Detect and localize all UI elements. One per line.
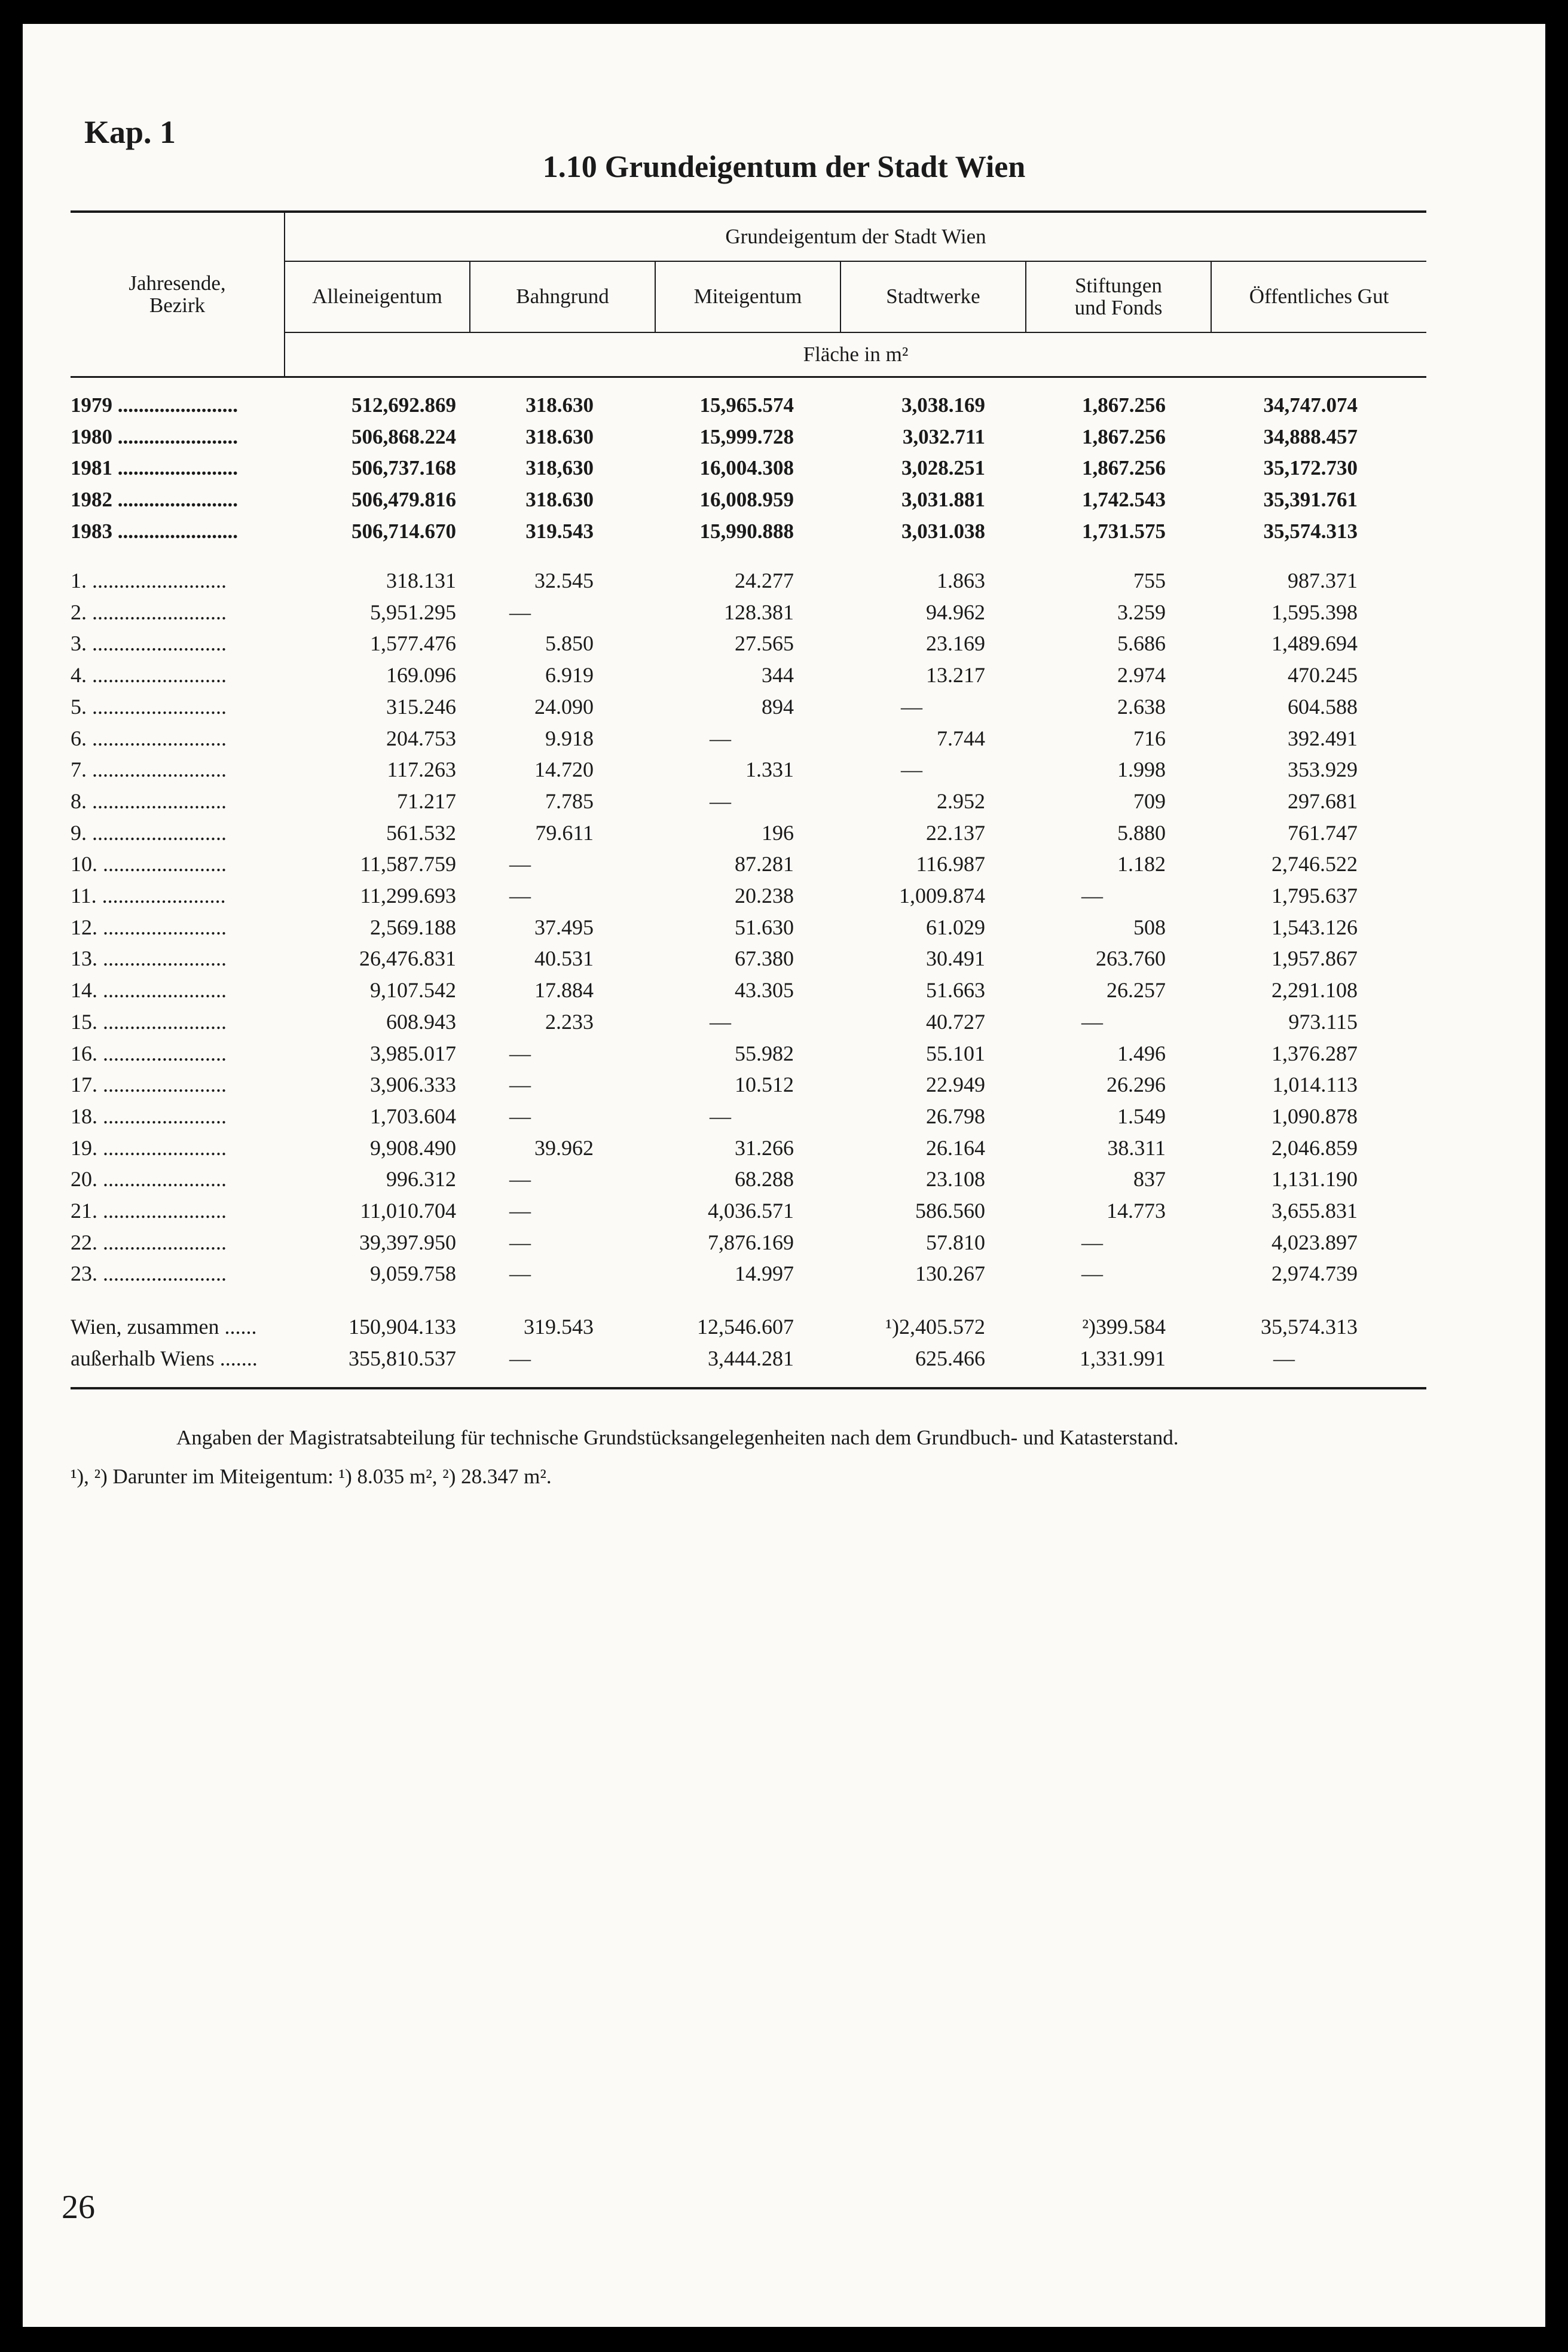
table-cell: 1,867.256 bbox=[1082, 393, 1166, 417]
table-cell: 506,868.224 bbox=[351, 424, 456, 448]
row-label: 9. ......................... bbox=[71, 820, 227, 845]
row-label: 6. ......................... bbox=[71, 726, 227, 750]
table-cell: — bbox=[509, 1104, 531, 1128]
table-row bbox=[23, 1311, 1545, 1342]
table-cell: 1,090.878 bbox=[1271, 1104, 1358, 1128]
column-header: Bahngrund bbox=[516, 285, 609, 308]
table-cell: 23.169 bbox=[926, 631, 985, 656]
table-row bbox=[23, 565, 1545, 596]
table-cell: 14.720 bbox=[534, 757, 594, 782]
table-cell: — bbox=[509, 1261, 531, 1286]
table-cell: 297.681 bbox=[1288, 789, 1358, 813]
row-label: 14. ....................... bbox=[71, 978, 227, 1003]
table-cell: 17.884 bbox=[534, 978, 594, 1003]
table-cell: — bbox=[509, 1199, 531, 1223]
table-cell: — bbox=[509, 1346, 531, 1370]
table-cell: 2.233 bbox=[545, 1009, 594, 1034]
header-bottom-rule bbox=[71, 376, 1426, 378]
row-label: 15. ....................... bbox=[71, 1009, 227, 1034]
table-row bbox=[23, 786, 1545, 817]
row-label: 13. ....................... bbox=[71, 946, 227, 971]
table-row bbox=[23, 453, 1545, 484]
table-cell: 34,888.457 bbox=[1263, 424, 1358, 448]
table-cell: 32.545 bbox=[534, 569, 594, 592]
table-cell: 973.115 bbox=[1288, 1009, 1358, 1034]
table-cell: 51.663 bbox=[926, 978, 985, 1003]
table-cell: 1,489.694 bbox=[1271, 631, 1358, 656]
table-cell: 4,023.897 bbox=[1271, 1230, 1358, 1254]
table-cell: 40.727 bbox=[926, 1009, 985, 1034]
row-label: außerhalb Wiens ....... bbox=[71, 1346, 258, 1370]
table-cell: 1.331 bbox=[745, 757, 794, 782]
table-cell: 11,299.693 bbox=[360, 884, 456, 908]
table-cell: 22.949 bbox=[926, 1073, 985, 1097]
page bbox=[23, 24, 1545, 2327]
table-cell: — bbox=[1081, 1009, 1103, 1034]
table-cell: 27.565 bbox=[735, 631, 794, 656]
table-row bbox=[23, 1038, 1545, 1069]
row-label: 19. ....................... bbox=[71, 1135, 227, 1160]
table-cell: 3,985.017 bbox=[370, 1041, 456, 1065]
table-cell: 608.943 bbox=[386, 1009, 456, 1034]
row-label: 11. ....................... bbox=[71, 884, 226, 908]
row-label: 4. ......................... bbox=[71, 663, 227, 688]
row-label: 18. ....................... bbox=[71, 1104, 227, 1128]
table-cell: 1,543.126 bbox=[1271, 915, 1358, 939]
table-cell: 1,867.256 bbox=[1082, 456, 1166, 480]
table-cell: 55.101 bbox=[926, 1041, 985, 1065]
table-row bbox=[23, 943, 1545, 974]
table-cell: 3.259 bbox=[1117, 600, 1166, 624]
table-cell: ¹)2,405.572 bbox=[885, 1315, 985, 1339]
table-cell: 128.381 bbox=[724, 600, 794, 624]
table-cell: 1.182 bbox=[1117, 852, 1166, 876]
table-cell: 55.982 bbox=[735, 1041, 794, 1065]
table-cell: 43.305 bbox=[735, 978, 794, 1003]
table-row bbox=[23, 628, 1545, 659]
row-label: 3. ......................... bbox=[71, 631, 227, 656]
row-label: 2. ......................... bbox=[71, 600, 227, 624]
table-row bbox=[23, 848, 1545, 879]
table-cell: 3,655.831 bbox=[1271, 1199, 1358, 1223]
table-cell: 1,014.113 bbox=[1272, 1073, 1358, 1097]
row-label: 20. ....................... bbox=[71, 1167, 227, 1192]
table-cell: 1,731.575 bbox=[1082, 519, 1166, 543]
table-cell: 318,630 bbox=[525, 456, 594, 480]
table-cell: 16,008.959 bbox=[699, 488, 794, 512]
table-cell: 318.630 bbox=[525, 393, 594, 417]
table-cell: 87.281 bbox=[735, 852, 794, 876]
table-cell: 5.850 bbox=[545, 631, 594, 656]
column-header: Miteigentum bbox=[693, 285, 802, 308]
table-cell: 3,906.333 bbox=[370, 1073, 456, 1097]
row-label: 1979 ....................... bbox=[71, 393, 238, 417]
table-cell: 1.496 bbox=[1117, 1041, 1166, 1065]
table-cell: 319.543 bbox=[524, 1315, 594, 1339]
row-label: 23. ....................... bbox=[71, 1261, 227, 1286]
table-cell: — bbox=[1081, 1230, 1103, 1254]
table-row bbox=[23, 691, 1545, 722]
table-cell: 9,908.490 bbox=[370, 1135, 456, 1160]
table-cell: 318.131 bbox=[386, 569, 456, 592]
table-cell: 894 bbox=[762, 694, 794, 719]
table-row bbox=[23, 659, 1545, 691]
table-row bbox=[23, 421, 1545, 453]
table-row bbox=[23, 1069, 1545, 1100]
table-cell: 1,577.476 bbox=[370, 631, 456, 656]
column-header: Alleineigentum bbox=[312, 285, 442, 308]
table-row bbox=[23, 723, 1545, 754]
table-cell: — bbox=[509, 884, 531, 908]
table-cell: 9,059.758 bbox=[370, 1261, 456, 1286]
table-cell: 37.495 bbox=[534, 915, 594, 939]
table-cell: 14.773 bbox=[1107, 1199, 1166, 1223]
table-cell: 2.638 bbox=[1117, 694, 1166, 719]
table-cell: 40.531 bbox=[534, 946, 594, 971]
chapter-label: Kap. 1 bbox=[84, 114, 176, 150]
table-row bbox=[23, 1132, 1545, 1163]
table-cell: 11,587.759 bbox=[360, 852, 456, 876]
table-cell: 987.371 bbox=[1288, 569, 1358, 592]
table-cell: 15,999.728 bbox=[699, 424, 794, 448]
table-cell: — bbox=[509, 1041, 531, 1065]
table-cell: 94.962 bbox=[926, 600, 985, 624]
table-cell: 344 bbox=[762, 663, 794, 688]
table-cell: 196 bbox=[762, 820, 794, 845]
table-cell: 3,028.251 bbox=[901, 456, 985, 480]
table-cell: — bbox=[509, 1167, 531, 1192]
table-cell: 470.245 bbox=[1288, 663, 1358, 688]
table-row bbox=[23, 1101, 1545, 1132]
table-cell: 57.810 bbox=[926, 1230, 985, 1254]
table-cell: — bbox=[509, 1073, 531, 1097]
table-cell: 1.998 bbox=[1117, 757, 1166, 782]
table-cell: 392.491 bbox=[1288, 726, 1358, 750]
table-cell: ²)399.584 bbox=[1082, 1315, 1166, 1339]
table-cell: 1,376.287 bbox=[1271, 1041, 1358, 1065]
table-row bbox=[23, 1258, 1545, 1289]
table-cell: — bbox=[901, 757, 922, 782]
table-cell: 1,742.543 bbox=[1082, 488, 1166, 512]
table-cell: 837 bbox=[1133, 1167, 1166, 1192]
row-label: 16. ....................... bbox=[71, 1041, 227, 1065]
table-cell: 2,046.859 bbox=[1271, 1135, 1358, 1160]
table-cell: 1,867.256 bbox=[1082, 424, 1166, 448]
row-label: 1. ......................... bbox=[71, 569, 227, 592]
table-cell: 39,397.950 bbox=[359, 1230, 456, 1254]
table-cell: 71.217 bbox=[397, 789, 456, 813]
table-row bbox=[23, 754, 1545, 785]
table-cell: 1,131.190 bbox=[1271, 1167, 1358, 1192]
table-cell: — bbox=[1273, 1346, 1295, 1370]
table-row bbox=[23, 1227, 1545, 1258]
table-cell: 716 bbox=[1133, 726, 1166, 750]
table-cell: 506,479.816 bbox=[351, 488, 456, 512]
table-cell: 7.744 bbox=[937, 726, 985, 750]
table-cell: 16,004.308 bbox=[699, 456, 794, 480]
table-cell: 61.029 bbox=[926, 915, 985, 939]
table-cell: 10.512 bbox=[735, 1073, 794, 1097]
table-cell: 30.491 bbox=[926, 946, 985, 971]
unit-header: Fläche in m² bbox=[803, 342, 909, 366]
table-cell: 26.257 bbox=[1107, 978, 1166, 1003]
table-row bbox=[23, 880, 1545, 911]
table-cell: 1,009.874 bbox=[899, 884, 985, 908]
table-cell: 26,476.831 bbox=[359, 946, 456, 971]
table-cell: — bbox=[1081, 884, 1103, 908]
table-cell: 353.929 bbox=[1288, 757, 1358, 782]
table-cell: 561.532 bbox=[386, 820, 456, 845]
table-cell: 39.962 bbox=[534, 1135, 594, 1160]
table-cell: 31.266 bbox=[735, 1135, 794, 1160]
table-cell: 761.747 bbox=[1288, 820, 1358, 845]
table-cell: 9.918 bbox=[545, 726, 594, 750]
table-cell: 315.246 bbox=[386, 694, 456, 719]
table-cell: 5,951.295 bbox=[370, 600, 456, 624]
table-cell: 318.630 bbox=[525, 424, 594, 448]
page-number: 26 bbox=[62, 2189, 95, 2226]
row-label: 17. ....................... bbox=[71, 1073, 227, 1097]
table-cell: 2,291.108 bbox=[1271, 978, 1358, 1003]
table-cell: 1.863 bbox=[937, 569, 985, 592]
table-row bbox=[23, 975, 1545, 1006]
table-cell: 11,010.704 bbox=[360, 1199, 456, 1223]
row-label: 8. ......................... bbox=[71, 789, 227, 813]
table-cell: 625.466 bbox=[915, 1346, 985, 1370]
table-cell: 34,747.074 bbox=[1263, 393, 1358, 417]
table-cell: 263.760 bbox=[1096, 946, 1166, 971]
table-cell: 26.164 bbox=[926, 1135, 985, 1160]
table-cell: 117.263 bbox=[387, 757, 456, 782]
column-header: Stiftungen und Fonds bbox=[1074, 273, 1163, 319]
row-label: 7. ......................... bbox=[71, 757, 227, 782]
table-cell: 6.919 bbox=[545, 663, 594, 688]
row-label: 21. ....................... bbox=[71, 1199, 227, 1223]
table-row bbox=[23, 597, 1545, 628]
table-cell: — bbox=[710, 1009, 731, 1034]
table-cell: 2,569.188 bbox=[370, 915, 456, 939]
table-cell: 23.108 bbox=[926, 1167, 985, 1192]
table-cell: — bbox=[1081, 1261, 1103, 1286]
table-row bbox=[23, 1006, 1545, 1037]
row-label: 1981 ....................... bbox=[71, 456, 238, 480]
table-cell: 3,032.711 bbox=[902, 424, 985, 448]
column-header: Öffentliches Gut bbox=[1249, 285, 1389, 308]
table-cell: 3,031.881 bbox=[901, 488, 985, 512]
table-cell: 506,714.670 bbox=[351, 519, 456, 543]
table-cell: 26.798 bbox=[926, 1104, 985, 1128]
table-cell: 604.588 bbox=[1288, 694, 1358, 719]
table-cell: 996.312 bbox=[386, 1167, 456, 1192]
table-cell: — bbox=[509, 852, 531, 876]
table-cell: 35,574.313 bbox=[1263, 519, 1358, 543]
table-cell: 7,876.169 bbox=[708, 1230, 794, 1254]
table-cell: 355,810.537 bbox=[349, 1346, 456, 1370]
table-cell: 35,574.313 bbox=[1261, 1315, 1358, 1339]
table-cell: — bbox=[509, 600, 531, 624]
table-cell: 38.311 bbox=[1107, 1135, 1166, 1160]
table-cell: 51.630 bbox=[735, 915, 794, 939]
table-cell: 508 bbox=[1133, 915, 1166, 939]
table-cell: 709 bbox=[1133, 789, 1166, 813]
footnote: ¹), ²) Darunter im Miteigentum: ¹) 8.035 m², ²) 28.347 m². bbox=[71, 1465, 552, 1488]
page-title: 1.10 Grundeigentum der Stadt Wien bbox=[542, 150, 1026, 184]
table-cell: 3,031.038 bbox=[901, 519, 985, 543]
table-cell: 3,038.169 bbox=[901, 393, 985, 417]
table-cell: — bbox=[710, 789, 731, 813]
table-cell: 2.974 bbox=[1117, 663, 1166, 688]
table-cell: 116.987 bbox=[916, 852, 985, 876]
table-cell: 26.296 bbox=[1107, 1073, 1166, 1097]
table-cell: 512,692.869 bbox=[351, 393, 456, 417]
table-cell: 79.611 bbox=[535, 820, 594, 845]
table-cell: 506,737.168 bbox=[351, 456, 456, 480]
row-label: 1982 ....................... bbox=[71, 488, 238, 512]
row-label: 10. ....................... bbox=[71, 852, 227, 876]
table-cell: 1.549 bbox=[1117, 1104, 1166, 1128]
source-note: Angaben der Magistratsabteilung für technische Grundstücksangelegenheiten nach dem Grundbuch- und Katasterstand. bbox=[176, 1426, 1179, 1449]
table-cell: 22.137 bbox=[926, 820, 985, 845]
table-row bbox=[23, 516, 1545, 547]
stub-header: Jahresende, Bezirk bbox=[129, 271, 226, 317]
table-row bbox=[23, 817, 1545, 848]
table-cell: 3,444.281 bbox=[708, 1346, 794, 1370]
table-cell: 2,746.522 bbox=[1271, 852, 1358, 876]
row-label: 12. ....................... bbox=[71, 915, 227, 939]
table-cell: 318.630 bbox=[525, 488, 594, 512]
table-cell: 130.267 bbox=[915, 1261, 985, 1286]
table-cell: 67.380 bbox=[735, 946, 794, 971]
table-cell: 14.997 bbox=[735, 1261, 794, 1286]
table-row bbox=[23, 1195, 1545, 1226]
table-cell: 13.217 bbox=[926, 663, 985, 688]
table-cell: 204.753 bbox=[386, 726, 456, 750]
table-cell: 15,990.888 bbox=[699, 519, 794, 543]
table-row bbox=[23, 1343, 1545, 1374]
table-cell: 755 bbox=[1133, 569, 1166, 592]
table-cell: 1,957.867 bbox=[1271, 946, 1358, 971]
table-cell: 12,546.607 bbox=[697, 1315, 794, 1339]
table-cell: 5.880 bbox=[1117, 820, 1166, 845]
column-header: Stadtwerke bbox=[886, 285, 980, 308]
table-cell: 150,904.133 bbox=[349, 1315, 456, 1339]
table-cell: 2.952 bbox=[937, 789, 985, 813]
table-cell: — bbox=[901, 694, 922, 719]
table-row bbox=[23, 1163, 1545, 1195]
table-row bbox=[23, 390, 1545, 421]
row-label: 22. ....................... bbox=[71, 1230, 227, 1254]
table-cell: 9,107.542 bbox=[370, 978, 456, 1003]
row-label: 1980 ....................... bbox=[71, 424, 238, 448]
table-cell: 24.090 bbox=[534, 694, 594, 719]
table-cell: 35,391.761 bbox=[1263, 488, 1358, 512]
table-cell: 169.096 bbox=[386, 663, 456, 688]
table-row bbox=[23, 484, 1545, 515]
table-cell: 7.785 bbox=[545, 789, 594, 813]
table-cell: — bbox=[509, 1230, 531, 1254]
row-label: 5. ......................... bbox=[71, 694, 227, 719]
table-cell: 319.543 bbox=[525, 519, 594, 543]
table-cell: — bbox=[710, 726, 731, 750]
table-cell: 68.288 bbox=[735, 1167, 794, 1192]
table-cell: 2,974.739 bbox=[1271, 1261, 1358, 1286]
row-label: Wien, zusammen ...... bbox=[71, 1315, 257, 1339]
table-cell: — bbox=[710, 1104, 731, 1128]
group-header: Grundeigentum der Stadt Wien bbox=[725, 224, 986, 248]
table-cell: 586.560 bbox=[915, 1199, 985, 1223]
table-cell: 1,595.398 bbox=[1271, 600, 1358, 624]
table-cell: 4,036.571 bbox=[708, 1199, 794, 1223]
table-cell: 1,331.991 bbox=[1080, 1346, 1166, 1370]
table-cell: 24.277 bbox=[735, 569, 794, 592]
table-cell: 20.238 bbox=[735, 884, 794, 908]
table-bottom-rule bbox=[71, 1387, 1426, 1389]
table-cell: 1,703.604 bbox=[370, 1104, 456, 1128]
table-row bbox=[23, 912, 1545, 943]
table-cell: 1,795.637 bbox=[1271, 884, 1358, 908]
table-cell: 15,965.574 bbox=[699, 393, 794, 417]
table-cell: 35,172.730 bbox=[1263, 456, 1358, 480]
row-label: 1983 ....................... bbox=[71, 519, 238, 543]
table-cell: 5.686 bbox=[1117, 631, 1166, 656]
